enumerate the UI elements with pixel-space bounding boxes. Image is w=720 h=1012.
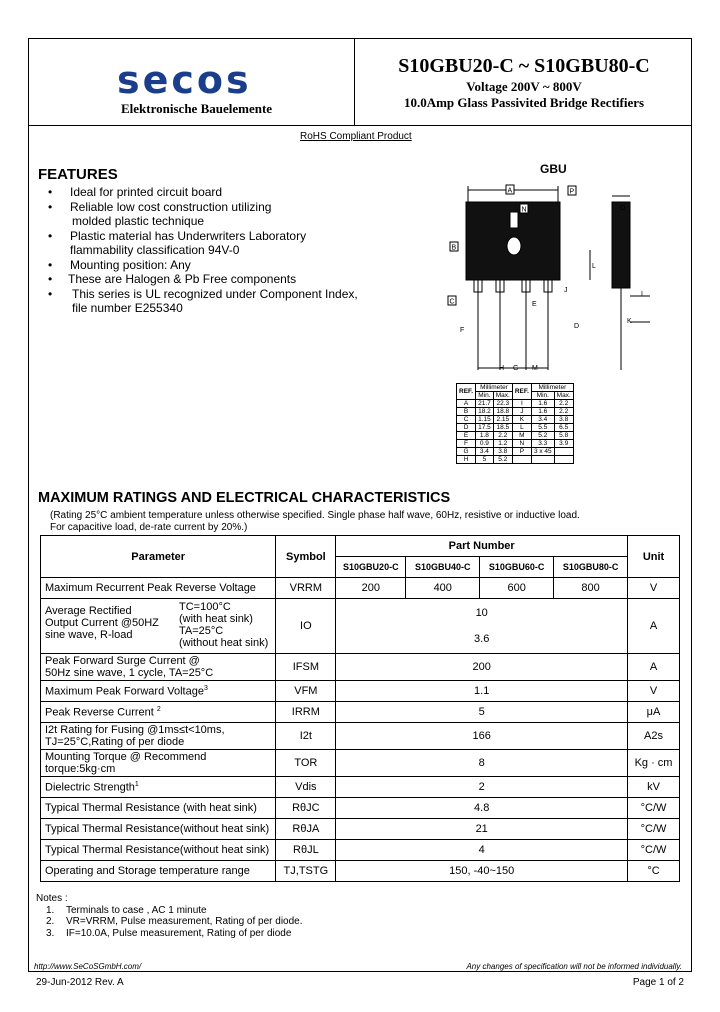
dim-label-p: P — [569, 188, 575, 196]
dim-cell: 2.2 — [554, 400, 573, 408]
row-io — [41, 599, 680, 654]
dim-row — [457, 400, 574, 408]
footer-disclaimer: Any changes of specification will not be informed individually. — [466, 962, 682, 971]
dim-ref-header: REF. — [457, 384, 476, 400]
dim-label-j: J — [564, 287, 568, 294]
dim-row — [457, 416, 574, 424]
dim-label-a: A — [507, 187, 513, 195]
dim-cell: G — [457, 448, 476, 456]
param-line: sine wave, R-load — [45, 629, 133, 641]
symbol-cell: TJ,TSTG — [276, 861, 336, 882]
note-item: 3. IF=10.0A, Pulse measurement, Rating of per diode — [46, 927, 292, 939]
header-box — [28, 38, 692, 126]
condition-line: TA=25°C — [179, 625, 224, 637]
symbol-cell: Vdis — [276, 777, 336, 798]
company-logo: secos — [117, 58, 252, 102]
unit-cell: A — [628, 599, 680, 654]
value-cell: 4.8 — [336, 798, 628, 819]
param-cell — [41, 654, 276, 681]
param-cell — [41, 723, 276, 750]
row-irrm — [41, 702, 680, 723]
row-vfm — [41, 681, 680, 702]
dim-cell — [554, 456, 573, 464]
param-line: 50Hz sine wave, 1 cycle, TA=25°C — [45, 667, 214, 679]
dim-cell: L — [512, 424, 531, 432]
symbol-cell: I2t — [276, 723, 336, 750]
value-cell: 5 — [336, 702, 628, 723]
dim-label-f: F — [460, 327, 465, 334]
dim-cell: A — [457, 400, 476, 408]
dim-label-i: I — [641, 291, 643, 298]
row-rjl — [41, 840, 680, 861]
feature-item: • Plastic material has Underwriters Laboratory — [48, 228, 307, 243]
param-cell: Peak Reverse Current $^2$ — [41, 702, 276, 723]
unit-cell: °C/W — [628, 840, 680, 861]
value-cell: 200 — [336, 654, 628, 681]
part-number: S10GBU80-C — [554, 557, 628, 578]
dim-cell — [554, 448, 573, 456]
param-line: Average Rectified — [45, 605, 132, 617]
dimension-table — [456, 383, 574, 464]
param-line: Mounting Torque @ Recommend — [45, 751, 207, 763]
value-cell: 8 — [336, 750, 628, 777]
feature-item: • Reliable low cost construction utilizing — [48, 199, 272, 214]
part-number: S10GBU40-C — [406, 557, 480, 578]
value-cell: 200 — [336, 578, 406, 599]
dim-cell: 0.9 — [476, 440, 494, 448]
unit-cell: V — [628, 681, 680, 702]
value-cell: 166 — [336, 723, 628, 750]
ratings-table — [40, 535, 680, 882]
product-desc: 10.0Amp Glass Passivited Bridge Rectifiers — [403, 95, 645, 110]
row-tor — [41, 750, 680, 777]
dim-cell: 3.3 — [531, 440, 554, 448]
dim-cell: 5 — [476, 456, 494, 464]
dim-cell: 5.8 — [554, 432, 573, 440]
dim-cell: M — [512, 432, 531, 440]
dim-cell: 1.15 — [476, 416, 494, 424]
condition-line: (without heat sink) — [179, 637, 269, 649]
unit-cell: °C/W — [628, 819, 680, 840]
dim-cell: 21.7 — [476, 400, 494, 408]
feature-item-cont: flammability classification 94V-0 — [70, 243, 240, 257]
features-list — [44, 185, 358, 316]
dim-cell: 3.4 — [476, 448, 494, 456]
dim-cell: 2.2 — [493, 432, 512, 440]
dim-unit-header: Millimeter — [476, 384, 513, 392]
row-vrrm — [41, 578, 680, 599]
part-number: S10GBU20-C — [336, 557, 406, 578]
symbol-cell: IO — [276, 599, 336, 654]
symbol-cell: VRRM — [276, 578, 336, 599]
dim-cell: 3.8 — [493, 448, 512, 456]
col-unit: Unit — [628, 536, 680, 578]
row-tj — [41, 861, 680, 882]
param-line: torque:5kg·cm — [45, 763, 116, 775]
value-cell — [336, 599, 628, 654]
value-line: 3.6 — [474, 633, 490, 645]
param-cell: Typical Thermal Resistance(without heat sink) — [41, 819, 276, 840]
features-title: FEATURES — [38, 166, 118, 183]
dim-cell: 1.6 — [531, 408, 554, 416]
param-cell — [41, 750, 276, 777]
notes-title: Notes : — [36, 893, 68, 904]
dim-cell: 5.2 — [493, 456, 512, 464]
unit-cell: V — [628, 578, 680, 599]
condition-line: TC=100°C — [179, 601, 231, 613]
dim-cell — [512, 456, 531, 464]
dim-cell: 22.3 — [493, 400, 512, 408]
feature-item-cont: molded plastic technique — [72, 214, 205, 228]
param-line: Peak Forward Surge Current @ — [45, 655, 200, 667]
dim-cell: 3.9 — [554, 440, 573, 448]
dim-cell: 3.4 — [531, 416, 554, 424]
symbol-cell: TOR — [276, 750, 336, 777]
dim-cell: 18.5 — [493, 424, 512, 432]
col-parameter: Parameter — [41, 536, 276, 578]
feature-item: • This series is UL recognized under Component Index, — [48, 286, 358, 301]
dim-cell: J — [512, 408, 531, 416]
dim-label-d: D — [574, 323, 580, 330]
dim-max-header: Max. — [554, 392, 573, 400]
dim-row — [457, 432, 574, 440]
col-symbol: Symbol — [276, 536, 336, 578]
dim-cell: P — [512, 448, 531, 456]
row-rja — [41, 819, 680, 840]
ratings-note-line: For capacitive load, de-rate current by 20%.) — [50, 521, 248, 533]
dim-label-b: B — [451, 244, 457, 252]
symbol-cell: RθJC — [276, 798, 336, 819]
notes — [36, 893, 303, 939]
symbol-cell: IFSM — [276, 654, 336, 681]
feature-item: • Ideal for printed circuit board — [48, 185, 223, 199]
feature-item: • Mounting position: Any — [48, 257, 191, 272]
dim-cell: D — [457, 424, 476, 432]
symbol-cell: RθJL — [276, 840, 336, 861]
param-cell — [41, 599, 276, 654]
dim-label-e: E — [532, 301, 537, 308]
package-drawing — [440, 180, 680, 380]
symbol-cell: IRRM — [276, 702, 336, 723]
param-cell: Typical Thermal Resistance (with heat sink) — [41, 798, 276, 819]
voltage-range: Voltage 200V ~ 800V — [466, 79, 582, 94]
dim-cell: 1.2 — [493, 440, 512, 448]
symbol-cell: RθJA — [276, 819, 336, 840]
dim-cell: 3 x 45 — [531, 448, 554, 456]
dim-cell: 1.6 — [531, 400, 554, 408]
dim-cell: H — [457, 456, 476, 464]
dim-row — [457, 456, 574, 464]
dim-cell: 5.2 — [531, 432, 554, 440]
dim-min-header: Min. — [476, 392, 494, 400]
unit-cell: Kg · cm — [628, 750, 680, 777]
col-part-number: Part Number — [336, 536, 628, 557]
row-ifsm — [41, 654, 680, 681]
param-cell: Operating and Storage temperature range — [41, 861, 276, 882]
feature-item-cont: file number E255340 — [72, 301, 183, 315]
dim-max-header: Max. — [493, 392, 512, 400]
dim-cell: C — [457, 416, 476, 424]
dim-cell: 1.8 — [476, 432, 494, 440]
footer-page: Page 1 of 2 — [632, 977, 684, 988]
value-cell: 150, -40~150 — [336, 861, 628, 882]
footer-url[interactable]: http://www.SeCoSGmbH.com/ — [34, 962, 142, 971]
dim-table-body — [457, 400, 574, 464]
dim-cell: 18.8 — [493, 408, 512, 416]
part-number: S10GBU60-C — [480, 557, 554, 578]
dim-ref-header: REF. — [512, 384, 531, 400]
row-rjc — [41, 798, 680, 819]
unit-cell: kV — [628, 777, 680, 798]
dim-label-k: K — [627, 318, 632, 325]
dim-cell — [531, 456, 554, 464]
value-cell: 600 — [480, 578, 554, 599]
dim-cell: I — [512, 400, 531, 408]
note-item: 2. VR=VRRM, Pulse measurement, Rating of per diode. — [46, 916, 303, 927]
dim-cell: E — [457, 432, 476, 440]
value-cell: 800 — [554, 578, 628, 599]
note-item: 1. Terminals to case , AC 1 minute — [46, 904, 207, 916]
dim-cell: 18.2 — [476, 408, 494, 416]
value-cell: 400 — [406, 578, 480, 599]
company-subtitle: Elektronische Bauelemente — [121, 101, 273, 116]
dim-label-c: C — [449, 298, 455, 306]
value-cell: 4 — [336, 840, 628, 861]
value-cell: 1.1 — [336, 681, 628, 702]
dim-cell: B — [457, 408, 476, 416]
symbol-cell: VFM — [276, 681, 336, 702]
ratings-note-line: (Rating 25°C ambient temperature unless otherwise specified. Single phase half wave, 60Hz, resistive or inductive load. — [50, 510, 580, 521]
ratings-title: MAXIMUM RATINGS AND ELECTRICAL CHARACTERISTICS — [38, 490, 451, 506]
dim-cell: 6.5 — [554, 424, 573, 432]
footer-date: 29-Jun-2012 Rev. A — [36, 977, 124, 988]
dim-label-h: H — [499, 365, 505, 372]
dim-cell: 2.2 — [554, 408, 573, 416]
dim-row — [457, 440, 574, 448]
feature-item: • These are Halogen & Pb Free components — [48, 272, 297, 286]
unit-cell: A — [628, 654, 680, 681]
dim-cell: N — [512, 440, 531, 448]
param-cell: Maximum Recurrent Peak Reverse Voltage — [41, 578, 276, 599]
param-cell: Typical Thermal Resistance(without heat sink) — [41, 840, 276, 861]
dim-cell: F — [457, 440, 476, 448]
dim-cell: 3.8 — [554, 416, 573, 424]
dim-label-g: G — [513, 365, 519, 372]
param-line: Output Current @50HZ — [45, 617, 159, 629]
value-cell: 21 — [336, 819, 628, 840]
package-name: GBU — [540, 162, 567, 176]
dim-label-o: O — [620, 205, 626, 212]
dim-label-m: M — [532, 365, 538, 372]
dim-cell: 17.5 — [476, 424, 494, 432]
row-vdis — [41, 777, 680, 798]
dim-min-header: Min. — [531, 392, 554, 400]
dim-label-n: N — [521, 206, 527, 214]
dim-row — [457, 448, 574, 456]
param-line: I2t Rating for Fusing @1ms≤t<10ms, — [45, 724, 225, 736]
unit-cell: μA — [628, 702, 680, 723]
doc-title: S10GBU20-C ~ S10GBU80-C — [398, 55, 650, 77]
param-line: TJ=25°C,Rating of per diode — [45, 736, 185, 748]
dim-cell: 2.15 — [493, 416, 512, 424]
param-cell: Dielectric Strength$^1$ — [41, 777, 276, 798]
value-cell: 2 — [336, 777, 628, 798]
dim-label-l: L — [592, 263, 596, 270]
ratings-note — [50, 510, 580, 533]
dim-cell: K — [512, 416, 531, 424]
rohs-label: RoHS Compliant Product — [300, 131, 412, 142]
dim-row — [457, 424, 574, 432]
dim-unit-header: Millimeter — [531, 384, 573, 392]
value-line: 10 — [475, 607, 488, 619]
row-i2t — [41, 723, 680, 750]
condition-line: (with heat sink) — [179, 613, 253, 625]
unit-cell: °C — [628, 861, 680, 882]
unit-cell: °C/W — [628, 798, 680, 819]
param-cell: Maximum Peak Forward Voltage$^3$ — [41, 681, 276, 702]
dim-cell: 5.5 — [531, 424, 554, 432]
dim-row — [457, 408, 574, 416]
unit-cell: A2s — [628, 723, 680, 750]
footer-divider — [30, 971, 690, 972]
